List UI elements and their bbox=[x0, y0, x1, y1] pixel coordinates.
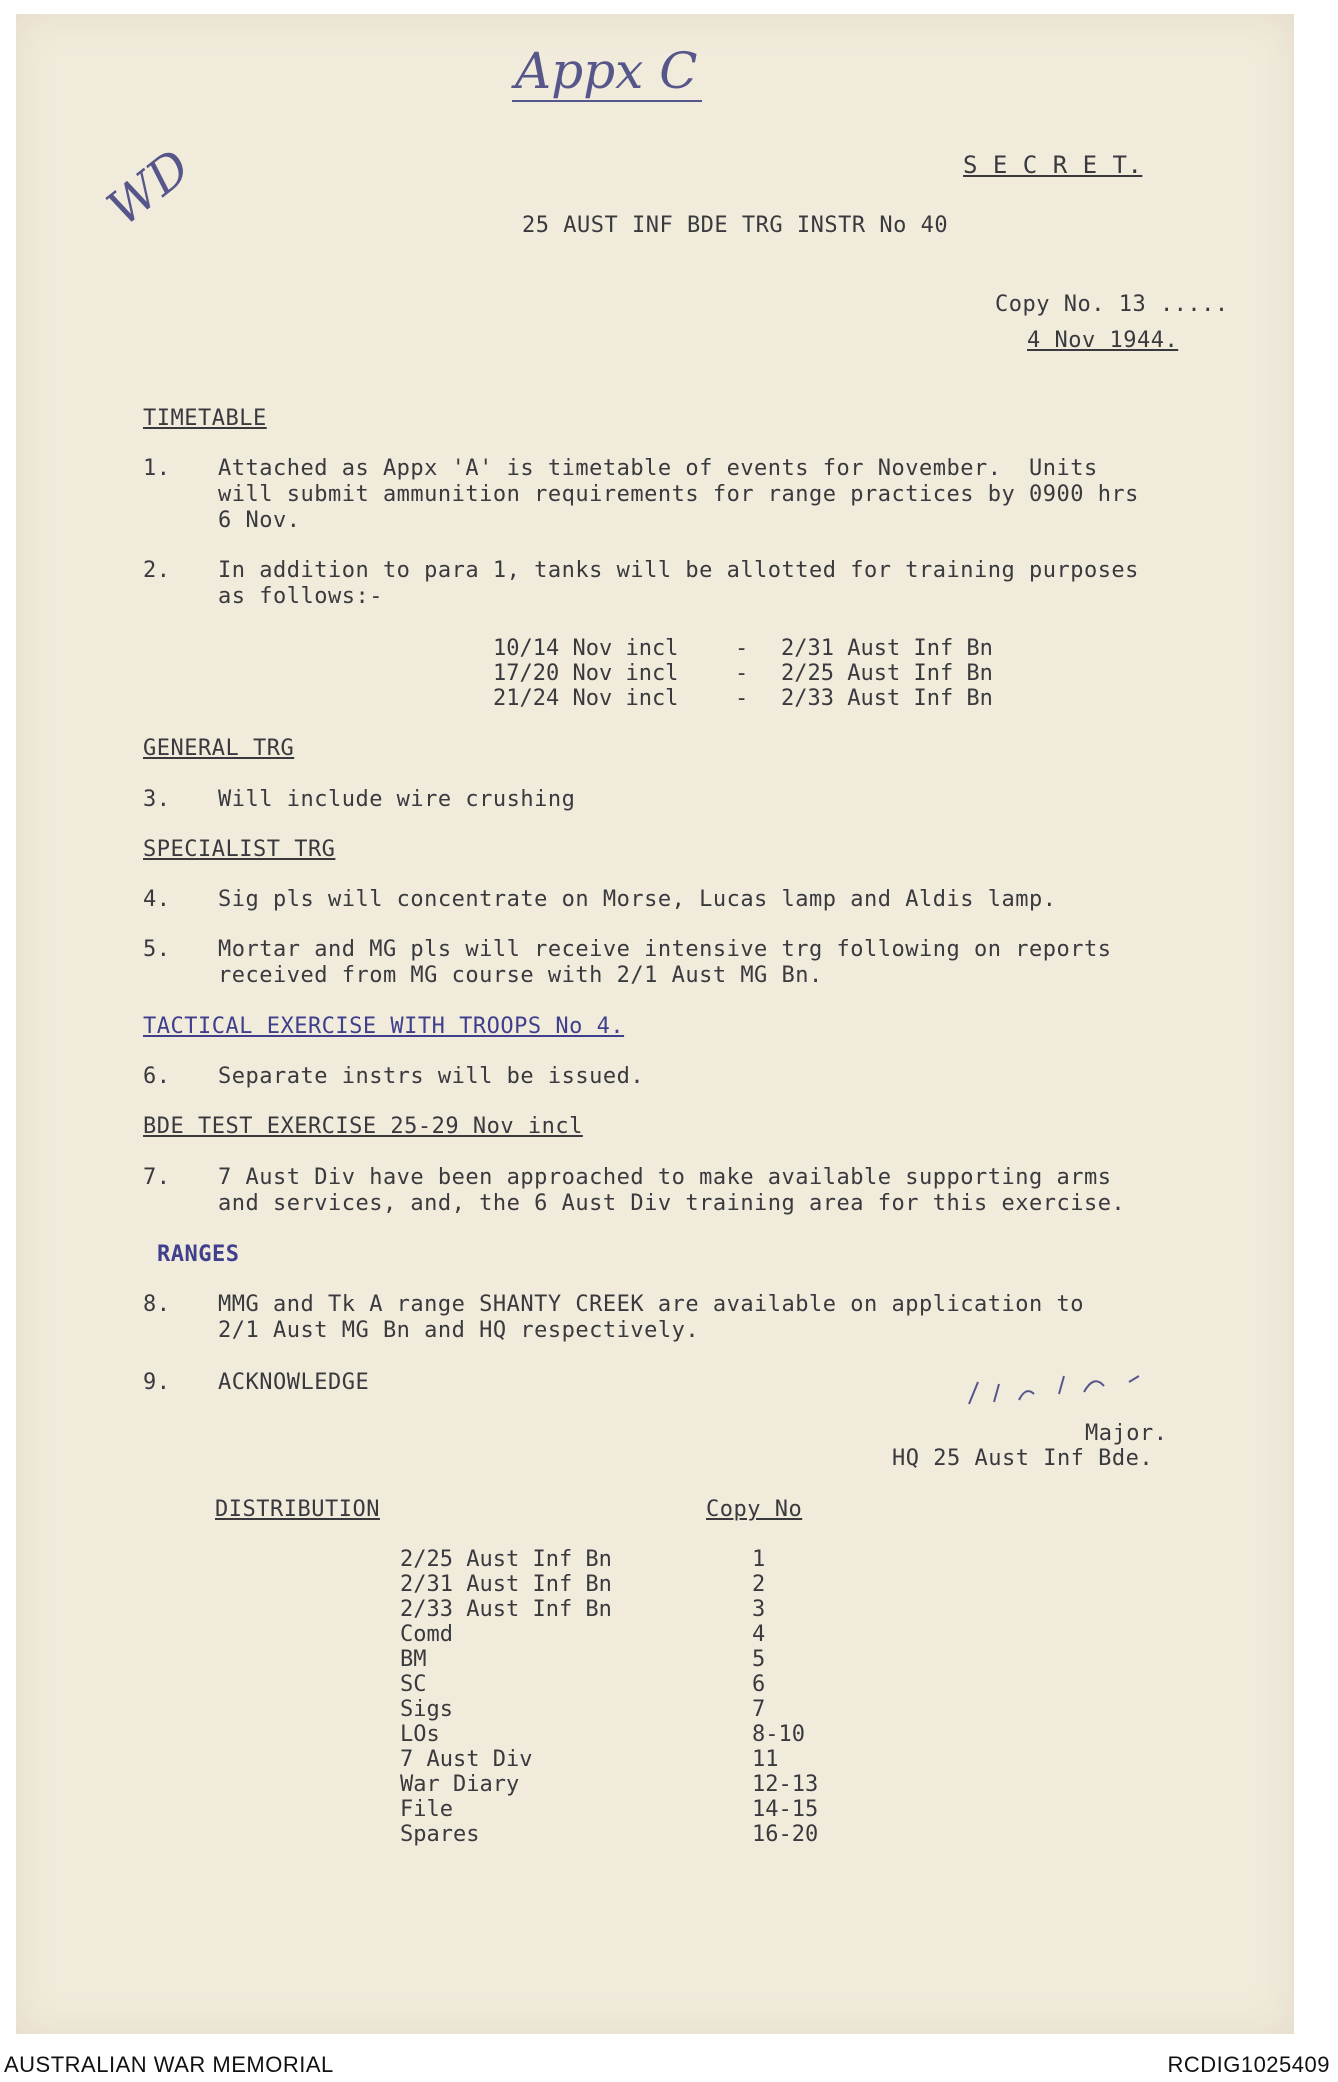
para-7: 7 Aust Div have been approached to make available supporting arms and services, and, the 6 Aust Div training area for this exercise. bbox=[218, 1165, 1126, 1216]
copy-number: 4 bbox=[752, 1622, 766, 1647]
allotment-dates: 17/20 Nov incl bbox=[493, 661, 679, 686]
para-5: Mortar and MG pls will receive intensive trg following on reports received from MG course with 2/1 Aust MG Bn. bbox=[218, 937, 1112, 988]
classification: S E C R E T. bbox=[963, 151, 1143, 179]
heading-tactical-exercise: TACTICAL EXERCISE WITH TROOPS No 4. bbox=[143, 1014, 625, 1039]
footer-record-id: RCDIG1025409 bbox=[1167, 2052, 1330, 2077]
para-number: 4. bbox=[143, 887, 171, 912]
copy-number: 2 bbox=[752, 1572, 766, 1597]
tank-allotment-row bbox=[493, 661, 993, 687]
heading-timetable: TIMETABLE bbox=[143, 406, 267, 431]
allotment-dates: 21/24 Nov incl bbox=[493, 686, 679, 711]
copy-number: 14-15 bbox=[752, 1797, 819, 1822]
para-9: ACKNOWLEDGE bbox=[218, 1370, 370, 1395]
document-title: 25 AUST INF BDE TRG INSTR No 40 bbox=[522, 213, 949, 238]
para-6: Separate instrs will be issued. bbox=[218, 1064, 645, 1089]
distribution-row bbox=[400, 1597, 766, 1623]
allotment-dates: 10/14 Nov incl bbox=[493, 636, 679, 661]
allotment-unit: 2/31 Aust Inf Bn bbox=[781, 636, 993, 661]
heading-bde-test-exercise: BDE TEST EXERCISE 25-29 Nov incl bbox=[143, 1114, 583, 1139]
heading-specialist-trg: SPECIALIST TRG bbox=[143, 837, 336, 862]
recipient: Sigs bbox=[400, 1697, 453, 1722]
copy-number: 1 bbox=[752, 1547, 766, 1572]
recipient: SC bbox=[400, 1672, 427, 1697]
copy-number: 11 bbox=[752, 1747, 779, 1772]
allotment-dash: - bbox=[735, 686, 749, 711]
recipient: War Diary bbox=[400, 1772, 520, 1797]
allotment-unit: 2/33 Aust Inf Bn bbox=[781, 686, 993, 711]
para-number: 8. bbox=[143, 1292, 171, 1317]
heading-general-trg: GENERAL TRG bbox=[143, 736, 295, 761]
distribution-row bbox=[400, 1822, 819, 1848]
recipient: 2/31 Aust Inf Bn bbox=[400, 1572, 612, 1597]
copy-number: Copy No. 13 ..... bbox=[995, 292, 1229, 317]
copy-number: 12-13 bbox=[752, 1772, 819, 1797]
signature-scrawl bbox=[945, 1345, 1164, 1418]
para-number: 3. bbox=[143, 787, 171, 812]
signatory-rank: Major. bbox=[1085, 1421, 1168, 1446]
recipient: Spares bbox=[400, 1822, 480, 1847]
para-number: 1. bbox=[143, 456, 171, 481]
document-date: 4 Nov 1944. bbox=[1027, 328, 1179, 353]
signatory-unit: HQ 25 Aust Inf Bde. bbox=[892, 1446, 1154, 1471]
recipient: BM bbox=[400, 1647, 427, 1672]
distribution-heading: DISTRIBUTION bbox=[215, 1497, 380, 1522]
distribution-row bbox=[400, 1697, 766, 1723]
para-3: Will include wire crushing bbox=[218, 787, 576, 812]
recipient: 2/25 Aust Inf Bn bbox=[400, 1547, 612, 1572]
para-number: 5. bbox=[143, 937, 171, 962]
para-2: In addition to para 1, tanks will be allotted for training purposes as follows:- bbox=[218, 558, 1139, 609]
distribution-row bbox=[400, 1572, 766, 1598]
footer-archive-name: AUSTRALIAN WAR MEMORIAL bbox=[4, 2052, 334, 2077]
distribution-row bbox=[400, 1622, 766, 1648]
para-number: 6. bbox=[143, 1064, 171, 1089]
handwritten-appendix-label: Appx C bbox=[515, 42, 698, 100]
recipient: File bbox=[400, 1797, 453, 1822]
para-1: Attached as Appx 'A' is timetable of events for November. Units will submit ammunition requirements for range practices by 0900 hrs 6 Nov. bbox=[218, 456, 1139, 533]
allotment-dash: - bbox=[735, 636, 749, 661]
para-number: 2. bbox=[143, 558, 171, 583]
heading-ranges: RANGES bbox=[157, 1242, 240, 1267]
recipient: LOs bbox=[400, 1722, 440, 1747]
copy-number: 5 bbox=[752, 1647, 766, 1672]
recipient: 2/33 Aust Inf Bn bbox=[400, 1597, 612, 1622]
para-4: Sig pls will concentrate on Morse, Lucas lamp and Aldis lamp. bbox=[218, 887, 1057, 912]
copy-no-heading: Copy No bbox=[706, 1497, 803, 1522]
para-number: 9. bbox=[143, 1370, 171, 1395]
distribution-row bbox=[400, 1797, 819, 1823]
distribution-row bbox=[400, 1747, 779, 1773]
tank-allotment-row bbox=[493, 636, 993, 662]
copy-number: 6 bbox=[752, 1672, 766, 1697]
copy-number: 3 bbox=[752, 1597, 766, 1622]
allotment-dash: - bbox=[735, 661, 749, 686]
handwritten-initials: WD bbox=[97, 138, 201, 238]
para-8: MMG and Tk A range SHANTY CREEK are available on application to 2/1 Aust MG Bn and HQ respectively. bbox=[218, 1292, 1084, 1343]
tank-allotment-row bbox=[493, 686, 993, 712]
copy-number: 7 bbox=[752, 1697, 766, 1722]
recipient: 7 Aust Div bbox=[400, 1747, 533, 1772]
copy-number: 8-10 bbox=[752, 1722, 805, 1747]
recipient: Comd bbox=[400, 1622, 453, 1647]
distribution-row bbox=[400, 1722, 805, 1748]
allotment-unit: 2/25 Aust Inf Bn bbox=[781, 661, 993, 686]
distribution-row bbox=[400, 1547, 766, 1573]
distribution-row bbox=[400, 1672, 766, 1698]
para-number: 7. bbox=[143, 1165, 171, 1190]
distribution-row bbox=[400, 1647, 766, 1673]
distribution-row bbox=[400, 1772, 819, 1798]
copy-number: 16-20 bbox=[752, 1822, 819, 1847]
appendix-underline bbox=[512, 100, 702, 102]
